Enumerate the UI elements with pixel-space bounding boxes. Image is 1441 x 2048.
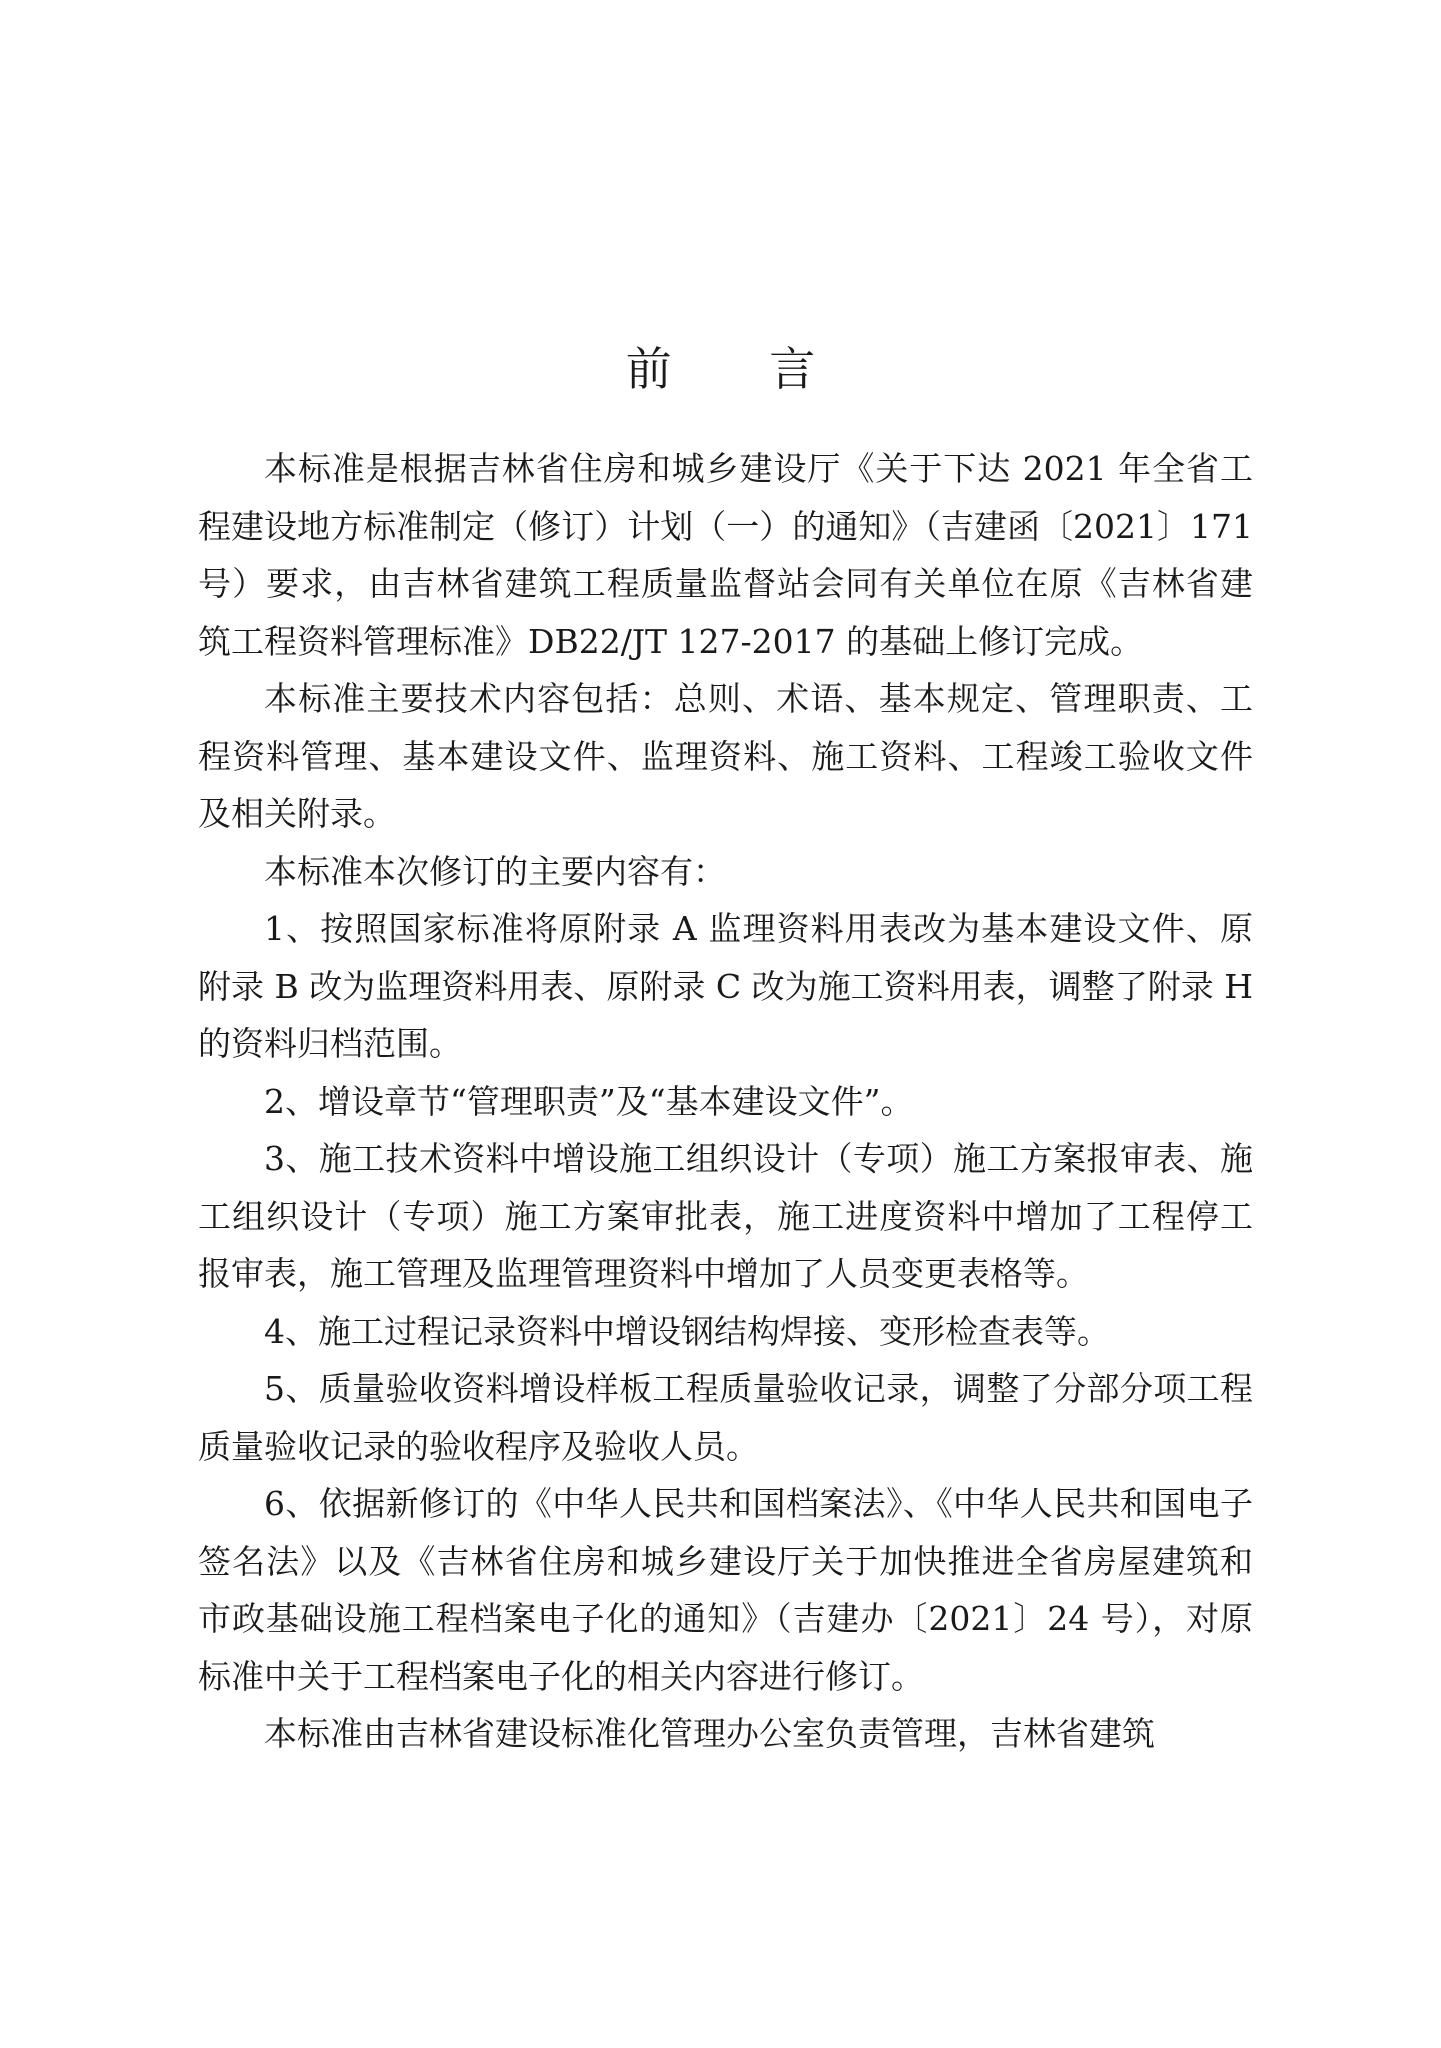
paragraph-basis: 本标准是根据吉林省住房和城乡建设厅《关于下达 2021 年全省工程建设地方标准制定（修订）计划（一）的通知》（吉建函〔2021〕171 号）要求，由吉林省建筑工程质量监督站会同有关单位在原《吉林省建筑工程资料管理标准》DB22/JT 127-2017 的基础上修订完成。 (198, 449, 1253, 661)
paragraph-main-content: 本标准主要技术内容包括：总则、术语、基本规定、管理职责、工程资料管理、基本建设文件、监理资料、施工资料、工程竣工验收文件及相关附录。 (198, 679, 1253, 833)
paragraph-revision-item-4: 4、施工过程记录资料中增设钢结构焊接、变形检查表等。 (264, 1311, 1110, 1351)
preface-body (198, 440, 1253, 1763)
paragraph-revision-item-6: 6、依据新修订的《中华人民共和国档案法》、《中华人民共和国电子签名法》以及《吉林省住房和城乡建设厅关于加快推进全省房屋建筑和市政基础设施工程档案电子化的通知》（吉建办〔2021〕24 号），对原标准中关于工程档案电子化的相关内容进行修订。 (198, 1484, 1253, 1696)
paragraph-revision-intro: 本标准本次修订的主要内容有： (264, 851, 726, 891)
paragraph-revision-item-5: 5、质量验收资料增设样板工程质量验收记录，调整了分部分项工程质量验收记录的验收程序及验收人员。 (198, 1369, 1253, 1466)
paragraph-revision-item-2: 2、增设章节“管理职责”及“基本建设文件”。 (264, 1081, 914, 1121)
page-title: 前 言 (625, 341, 857, 396)
paragraph-revision-item-1: 1、按照国家标准将原附录 A 监理资料用表改为基本建设文件、原附录 B 改为监理资料用表、原附录 C 改为施工资料用表，调整了附录 H 的资料归档范围。 (198, 909, 1253, 1063)
paragraph-management: 本标准由吉林省建设标准化管理办公室负责管理，吉林省建筑 (264, 1714, 1155, 1753)
paragraph-revision-item-3: 3、施工技术资料中增设施工组织设计（专项）施工方案报审表、施工组织设计（专项）施工方案审批表，施工进度资料中增加了工程停工报审表，施工管理及监理管理资料中增加了人员变更表格等。 (198, 1139, 1253, 1293)
